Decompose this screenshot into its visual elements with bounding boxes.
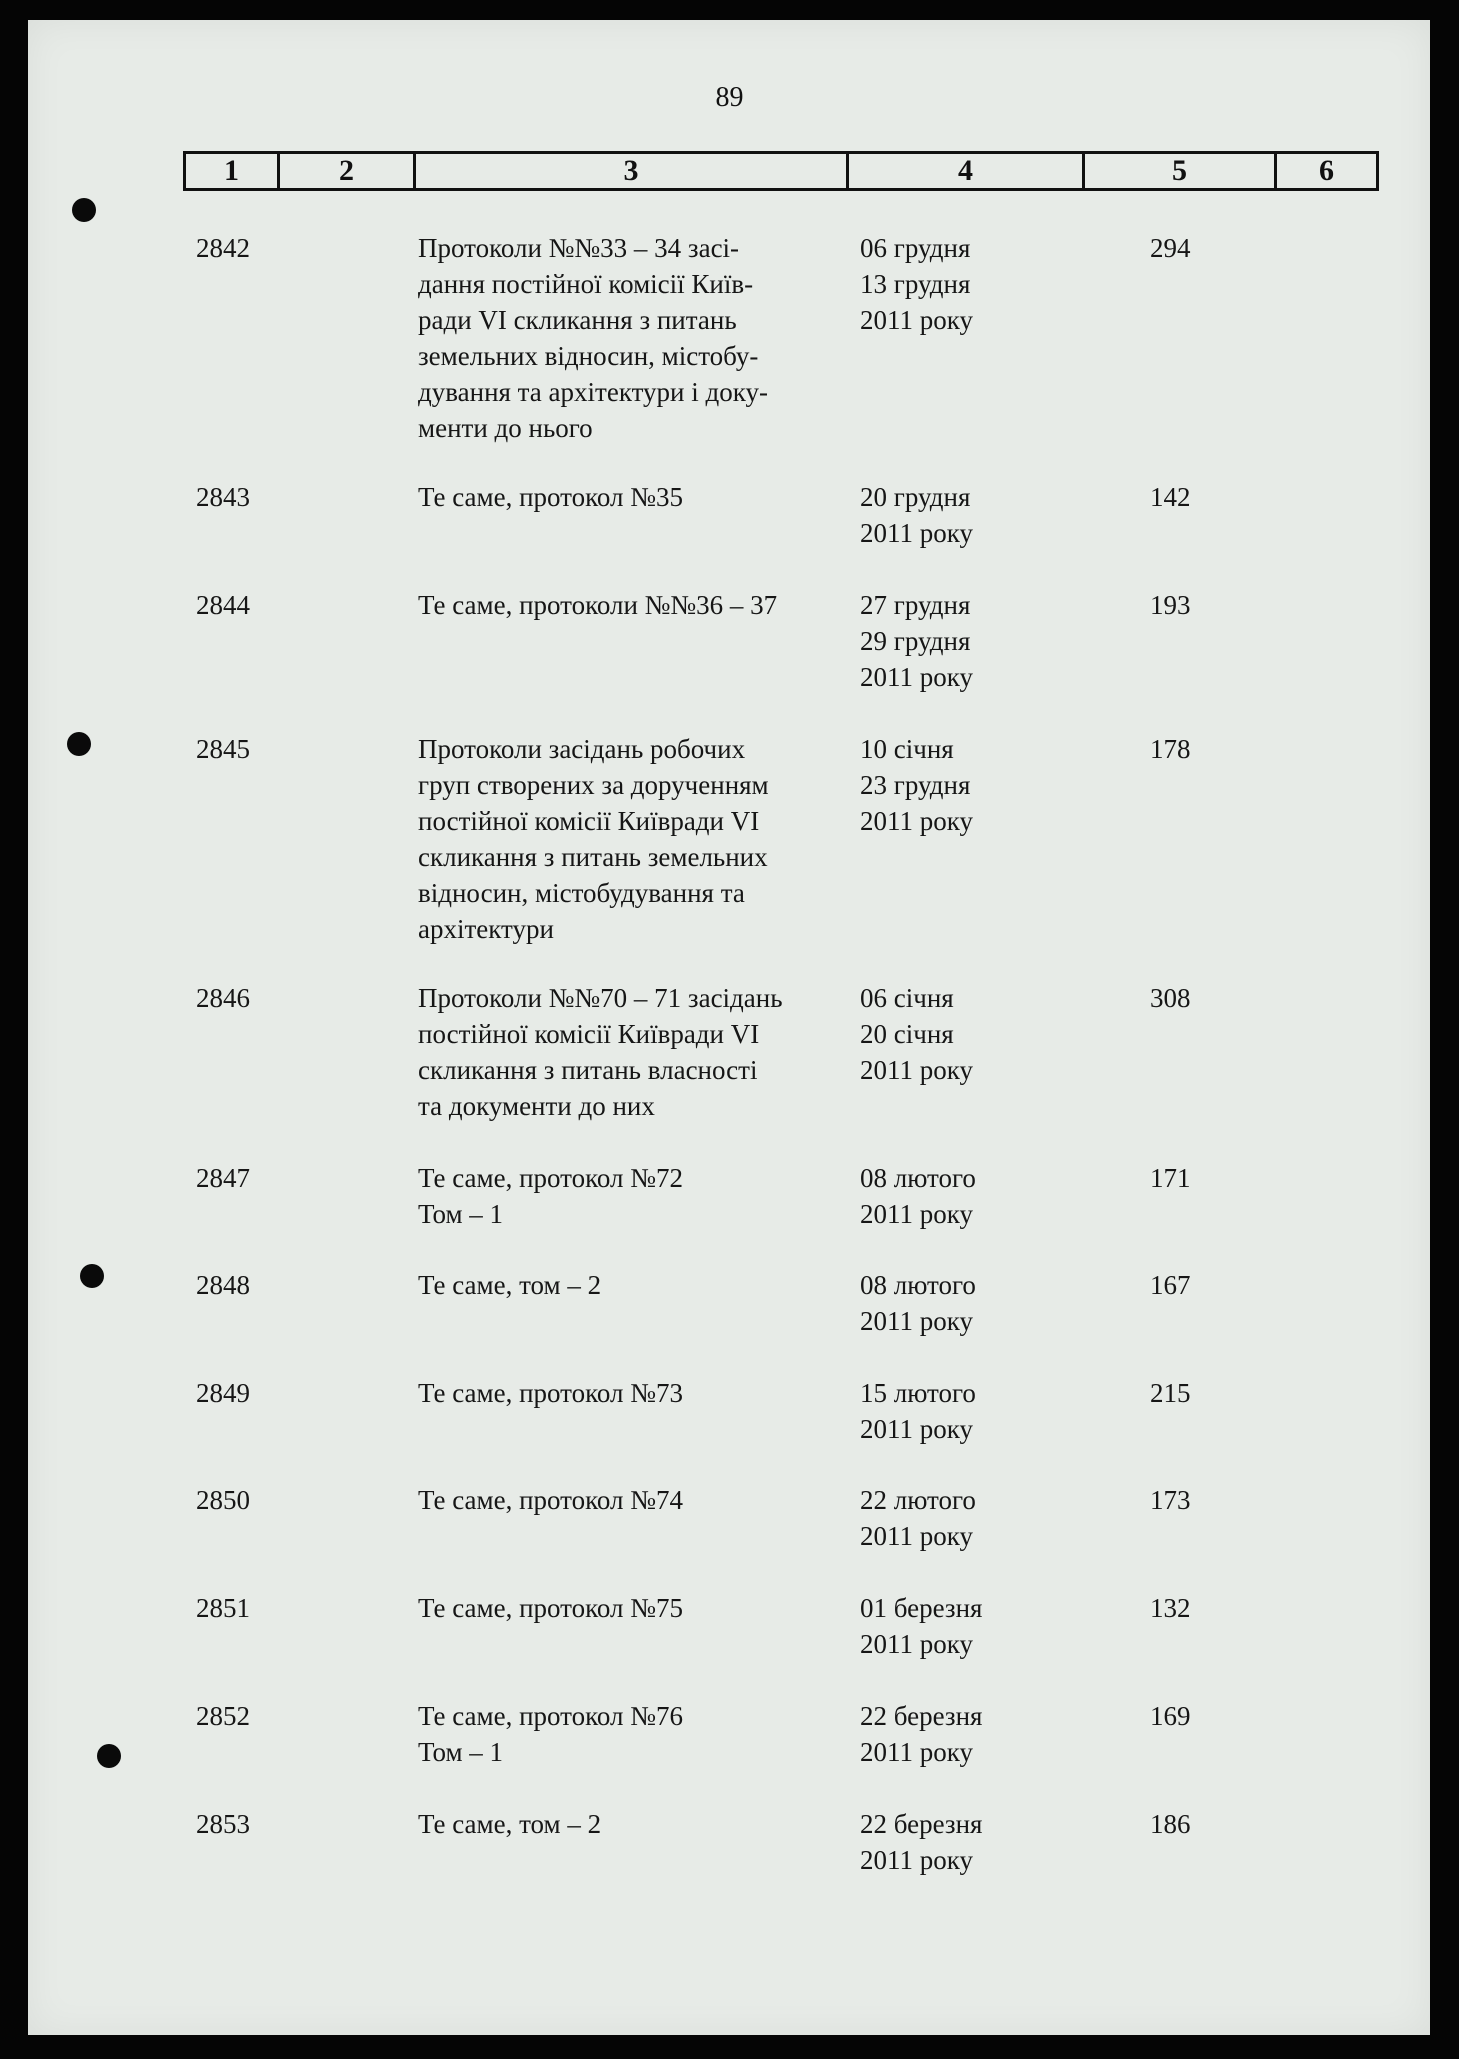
sheet-count: 167 (1150, 1270, 1191, 1300)
file-title: Протоколи засідань робочих груп створених за дорученням постійної комісії Київради VI скликання з питань земельних відносин, містобудування та архітектури (418, 734, 769, 944)
file-title: Протоколи №№70 – 71 засідань постійної комісії Київради VI скликання з питань власності та документи до них (418, 983, 783, 1121)
file-title: Протоколи №№33 – 34 засі- дання постійної комісії Київ- ради VI скликання з питань земельних відносин, містобу- дування та архітектури і доку- менти до нього (418, 233, 768, 443)
sheet-count: 294 (1150, 233, 1191, 263)
file-title: Те саме, протокол №73 (418, 1378, 683, 1408)
column-header: 1 (186, 154, 280, 188)
file-number: 2852 (196, 1701, 250, 1731)
page-number: 89 (715, 82, 744, 113)
column-header: 5 (1085, 154, 1277, 188)
file-number: 2853 (196, 1809, 250, 1839)
file-title: Те саме, протокол №76 Том – 1 (418, 1701, 683, 1767)
punch-hole (80, 1264, 104, 1288)
file-dates: 01 березня 2011 року (860, 1593, 983, 1659)
file-dates: 10 січня 23 грудня 2011 року (860, 734, 973, 836)
file-dates: 08 лютого 2011 року (860, 1163, 976, 1229)
file-number: 2847 (196, 1163, 250, 1193)
sheet-count: 215 (1150, 1378, 1191, 1408)
file-number: 2845 (196, 734, 250, 764)
file-title: Те саме, протокол №72 Том – 1 (418, 1163, 683, 1229)
file-dates: 15 лютого 2011 року (860, 1378, 976, 1444)
file-number: 2844 (196, 590, 250, 620)
sheet-count: 169 (1150, 1701, 1191, 1731)
file-title: Те саме, протоколи №№36 – 37 (418, 590, 778, 620)
file-title: Те саме, протокол №74 (418, 1485, 683, 1515)
sheet-count: 132 (1150, 1593, 1191, 1623)
column-header: 4 (849, 154, 1085, 188)
sheet-count: 173 (1150, 1485, 1191, 1515)
column-header: 6 (1319, 154, 1334, 187)
file-dates: 27 грудня 29 грудня 2011 року (860, 590, 973, 692)
file-dates: 06 січня 20 січня 2011 року (860, 983, 973, 1085)
column-header: 2 (280, 154, 416, 188)
sheet-count: 171 (1150, 1163, 1191, 1193)
sheet-count: 186 (1150, 1809, 1191, 1839)
file-number: 2842 (196, 233, 250, 263)
file-dates: 20 грудня 2011 року (860, 482, 973, 548)
file-dates: 06 грудня 13 грудня 2011 року (860, 233, 973, 335)
punch-hole (67, 732, 91, 756)
file-title: Те саме, протокол №35 (418, 482, 683, 512)
punch-hole (72, 198, 96, 222)
file-dates: 22 лютого 2011 року (860, 1485, 976, 1551)
file-dates: 22 березня 2011 року (860, 1809, 983, 1875)
sheet-count: 193 (1150, 590, 1191, 620)
file-number: 2843 (196, 482, 250, 512)
file-dates: 08 лютого 2011 року (860, 1270, 976, 1336)
file-number: 2849 (196, 1378, 250, 1408)
sheet-count: 142 (1150, 482, 1191, 512)
file-title: Те саме, протокол №75 (418, 1593, 683, 1623)
column-header: 3 (416, 154, 849, 188)
file-number: 2851 (196, 1593, 250, 1623)
file-number: 2850 (196, 1485, 250, 1515)
file-dates: 22 березня 2011 року (860, 1701, 983, 1767)
file-title: Те саме, том – 2 (418, 1270, 602, 1300)
file-number: 2846 (196, 983, 250, 1013)
sheet-count: 178 (1150, 734, 1191, 764)
punch-hole (97, 1744, 121, 1768)
table-header (183, 151, 1379, 191)
sheet-count: 308 (1150, 983, 1191, 1013)
file-number: 2848 (196, 1270, 250, 1300)
file-title: Те саме, том – 2 (418, 1809, 602, 1839)
